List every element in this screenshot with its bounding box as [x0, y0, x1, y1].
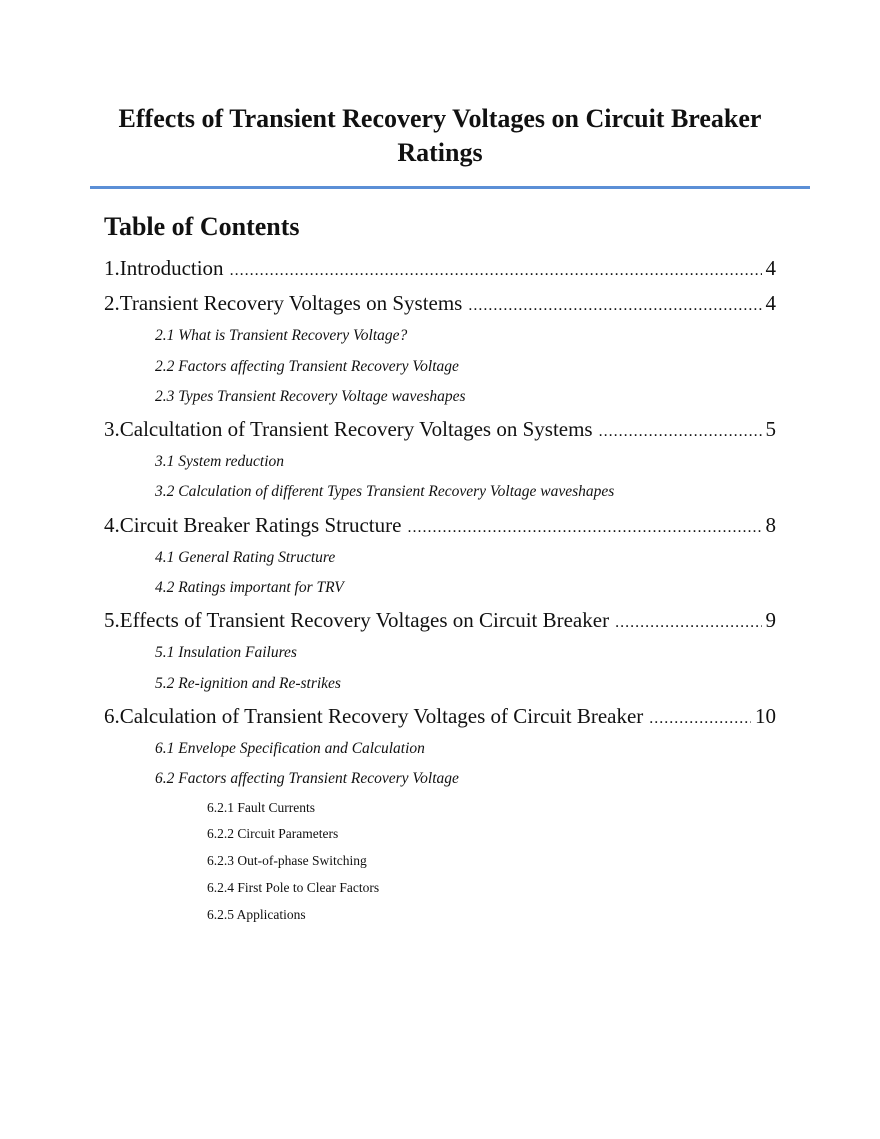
toc-entry-label: 6.2.3 Out-of-phase Switching: [207, 853, 367, 868]
toc-page-number: 4: [765, 291, 776, 315]
toc-entry-label: 6.2.4 First Pole to Clear Factors: [207, 880, 380, 895]
toc-entry-label: 4.Circuit Breaker Ratings Structure: [104, 513, 402, 537]
toc-entry-label: 2.2 Factors affecting Transient Recovery Voltage: [155, 358, 459, 375]
toc-subentry-2-3[interactable]: [155, 387, 466, 407]
toc-subsubentry-6-2-2[interactable]: [207, 825, 338, 843]
toc-entry-label: 1.Introduction: [104, 256, 224, 280]
toc-entry-trv-calculation-systems[interactable]: [104, 416, 776, 445]
toc-page-number: 10: [755, 704, 776, 728]
toc-dot-leader: [468, 293, 761, 319]
toc-subsubentry-6-2-1[interactable]: [207, 799, 315, 817]
toc-page-number: 4: [765, 256, 776, 280]
toc-entry-label: 5.2 Re-ignition and Re-strikes: [155, 675, 341, 692]
toc-dot-leader: [615, 610, 761, 636]
toc-entry-label: 6.2.2 Circuit Parameters: [207, 826, 339, 841]
title-divider: [90, 186, 810, 189]
toc-subsubentry-6-2-4[interactable]: [207, 879, 379, 897]
toc-subentry-2-1[interactable]: [155, 326, 407, 346]
toc-entry-label: 6.2.1 Fault Currents: [207, 800, 315, 815]
toc-subentry-4-2[interactable]: [155, 578, 344, 598]
toc-entry-label: 3.2 Calculation of different Types Transient Recovery Voltage waveshapes: [155, 483, 615, 500]
toc-page-number: 8: [765, 513, 776, 537]
toc-subsubentry-6-2-3[interactable]: [207, 852, 367, 870]
toc-subentry-6-1[interactable]: [155, 739, 425, 759]
toc-subentry-2-2[interactable]: [155, 357, 459, 377]
toc-entry-breaker-ratings-structure[interactable]: [104, 512, 776, 541]
toc-entry-label: 3.1 System reduction: [155, 453, 284, 470]
toc-dot-leader: [649, 706, 751, 732]
toc-entry-label: 5.1 Insulation Failures: [155, 644, 297, 661]
toc-heading: Table of Contents: [104, 212, 300, 241]
toc-entry-introduction[interactable]: [104, 255, 776, 284]
toc-subentry-5-1[interactable]: [155, 643, 297, 663]
toc-entry-trv-effects[interactable]: [104, 607, 776, 636]
toc-entry-label: 6.2.5 Applications: [207, 907, 306, 922]
toc-subentry-5-2[interactable]: [155, 674, 341, 694]
toc-entry-label: 6.1 Envelope Specification and Calculation: [155, 740, 425, 757]
toc-subentry-3-2[interactable]: [155, 482, 614, 502]
toc-subentry-6-2[interactable]: [155, 769, 459, 789]
toc-dot-leader: [407, 515, 761, 541]
toc-dot-leader: [599, 419, 762, 445]
toc-subentry-3-1[interactable]: [155, 452, 284, 472]
toc-entry-label: 2.1 What is Transient Recovery Voltage?: [155, 327, 408, 344]
toc-dot-leader: [230, 258, 762, 284]
toc-entry-label: 4.1 General Rating Structure: [155, 549, 336, 566]
toc-entry-label: 2.3 Types Transient Recovery Voltage waveshapes: [155, 388, 466, 405]
document-title: Effects of Transient Recovery Voltages on Circuit Breaker Ratings: [118, 104, 762, 167]
toc-entry-label: 4.2 Ratings important for TRV: [155, 579, 344, 596]
toc-subentry-4-1[interactable]: [155, 548, 335, 568]
toc-entry-trv-calculation-breaker[interactable]: [104, 703, 776, 732]
toc-page-number: 9: [765, 608, 776, 632]
toc-entry-trv-on-systems[interactable]: [104, 290, 776, 319]
toc-entry-label: 6.2 Factors affecting Transient Recovery Voltage: [155, 770, 459, 787]
toc-subsubentry-6-2-5[interactable]: [207, 906, 306, 924]
toc-entry-label: 3.Calcultation of Transient Recovery Voltages on Systems: [104, 417, 593, 441]
toc-entry-label: 5.Effects of Transient Recovery Voltages on Circuit Breaker: [104, 608, 610, 632]
toc-page-number: 5: [765, 417, 776, 441]
toc-entry-label: 6.Calculation of Transient Recovery Voltages of Circuit Breaker: [104, 704, 644, 728]
toc-entry-label: 2.Transient Recovery Voltages on Systems: [104, 291, 463, 315]
